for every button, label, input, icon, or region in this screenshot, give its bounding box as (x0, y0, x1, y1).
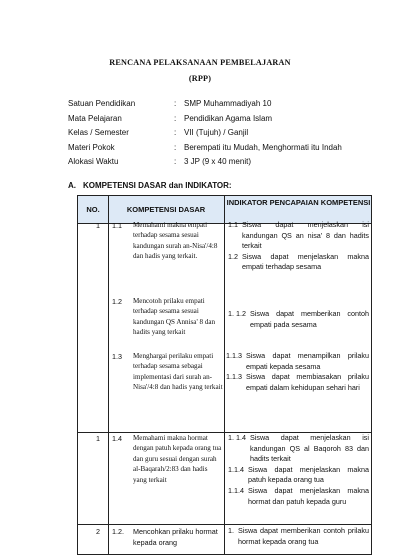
info-row-alokasi (68, 156, 342, 171)
document-subtitle: (RPP) (188, 74, 212, 83)
indicator-number: 1. 1.4 (228, 433, 246, 442)
indicator-text: Siswa dapat menjelaskan makna patuh kepada orang tua (248, 464, 369, 485)
indicator-number: 1. 1.2 (228, 309, 246, 318)
kd-text: Memahami makna hormat dengan patuh kepada orang tua dan guru sesuai dengan surah al-Baqarah/2:83 dan hadis yang terkait (133, 434, 222, 484)
info-key: Satuan Pendidikan (68, 99, 136, 108)
indicator-number: 1. (228, 526, 234, 535)
info-key: Mata Pelajaran (68, 113, 122, 123)
kd-sub-number: 1.1 (112, 221, 122, 230)
column-divider (108, 196, 109, 554)
indicator-list (226, 351, 369, 393)
indicator-text: Siswa dapat menjelaskan makna hormat dan patuh kepada guru (248, 485, 369, 506)
indicator-item (228, 220, 369, 252)
info-key: Kelas / Semester (68, 128, 129, 138)
info-colon: : (174, 142, 177, 152)
info-row-materi (68, 142, 342, 157)
kd-sub-number: 1.4 (112, 434, 122, 443)
header-indikator: INDIKATOR PENCAPAIAN KOMPETENSI (226, 198, 371, 207)
kd-text: Mencotoh prilaku empati terhadap sesama sesuai kandungan QS Annisa' 8 dan hadits yang terkait (133, 297, 216, 337)
info-row-mapel (68, 113, 342, 128)
kd-text: Memahami makna empati terhadap sesama sesuai kandungan surah an-Nisa'/4:8 dan hadis yang terkait. (133, 221, 218, 261)
kd-text: Mencohkan prilaku hormat kepada orang (133, 527, 218, 547)
indicator-text: Siswa dapat menjelaskan isi kandungan QS al Baqoroh 83 dan hadits terkait (249, 433, 369, 464)
indicator-list (228, 309, 369, 330)
info-value: Pendidikan Agama Islam (184, 113, 273, 123)
indicator-text: Siswa dapat menampilkan prilaku empati kepada sesama (246, 351, 369, 371)
kd-sub-number: 1.2. (112, 527, 124, 536)
document-title: RENCANA PELAKSANAAN PEMBELAJARAN (109, 58, 291, 67)
indicator-list (228, 526, 369, 547)
indicator-item (226, 372, 369, 393)
section-number: A. (68, 181, 76, 190)
indicator-item (228, 309, 369, 330)
info-row-kelas (68, 127, 342, 142)
info-colon: : (174, 113, 177, 123)
indicator-list (228, 220, 369, 273)
indicator-number: 1.2 (228, 251, 238, 261)
indicator-text: Siswa dapat menjelaskan makna empati terhadap sesama (242, 251, 369, 272)
info-value: Berempati itu Mudah, Menghormati itu Indah (184, 142, 342, 152)
indicator-number: 1.1.4 (228, 485, 244, 495)
indicator-item (228, 465, 369, 486)
header-kompetensi-dasar: KOMPETENSI DASAR (126, 205, 206, 214)
section-title: KOMPETENSI DASAR dan INDIKATOR: (83, 181, 232, 190)
indicator-list (228, 433, 369, 507)
indicator-item (228, 433, 369, 465)
identity-info (68, 98, 342, 171)
kd-text: Menghargai perilaku empati terhadap sesama sebagai implementasi dari surah an-Nisa'/4:8 dan hadis yang terkait (133, 352, 223, 392)
indicator-item (226, 351, 369, 372)
indicator-number: 1.1.3 (226, 351, 242, 360)
indicator-text: Siswa dapat menjelaskan isi kandungan QS an nisa' 8 dan hadits terkait (242, 220, 369, 251)
row-number: 2 (96, 527, 100, 536)
indicator-number: 1.1 (228, 220, 238, 229)
info-key: Materi Pokok (68, 142, 115, 152)
indicator-text: Siswa dapat memberikan contoh prilaku hormat kepada orang tua (238, 526, 369, 546)
info-value: VII (Tujuh) / Ganjil (184, 128, 249, 138)
info-colon: : (174, 128, 177, 138)
indicator-item (228, 486, 369, 507)
row-number: 1 (96, 221, 100, 230)
indicator-item (228, 252, 369, 273)
row-number: 1 (96, 434, 100, 443)
info-value: SMP Muhammadiyah 10 (184, 99, 272, 108)
indicator-text: Siswa dapat membiasakan prilaku empati dalam kehidupan sehari hari (246, 372, 369, 392)
kd-indicator-table (77, 195, 372, 555)
info-value: 3 JP (9 x 40 menit) (184, 157, 251, 167)
kd-sub-number: 1.3 (112, 352, 122, 361)
info-colon: : (174, 157, 177, 167)
row-divider (78, 524, 371, 525)
column-divider (224, 196, 225, 554)
section-heading (68, 181, 232, 190)
header-no: NO. (86, 205, 100, 214)
indicator-item (228, 526, 369, 547)
info-colon: : (174, 99, 177, 108)
kd-sub-number: 1.2 (112, 297, 122, 306)
indicator-text: Siswa dapat memberikan contoh empati pada sesama (249, 309, 369, 329)
indicator-number: 1.1.4 (228, 464, 244, 474)
info-key: Alokasi Waktu (68, 157, 119, 167)
info-row-satuan (68, 98, 342, 113)
indicator-number: 1.1.3 (226, 372, 242, 382)
